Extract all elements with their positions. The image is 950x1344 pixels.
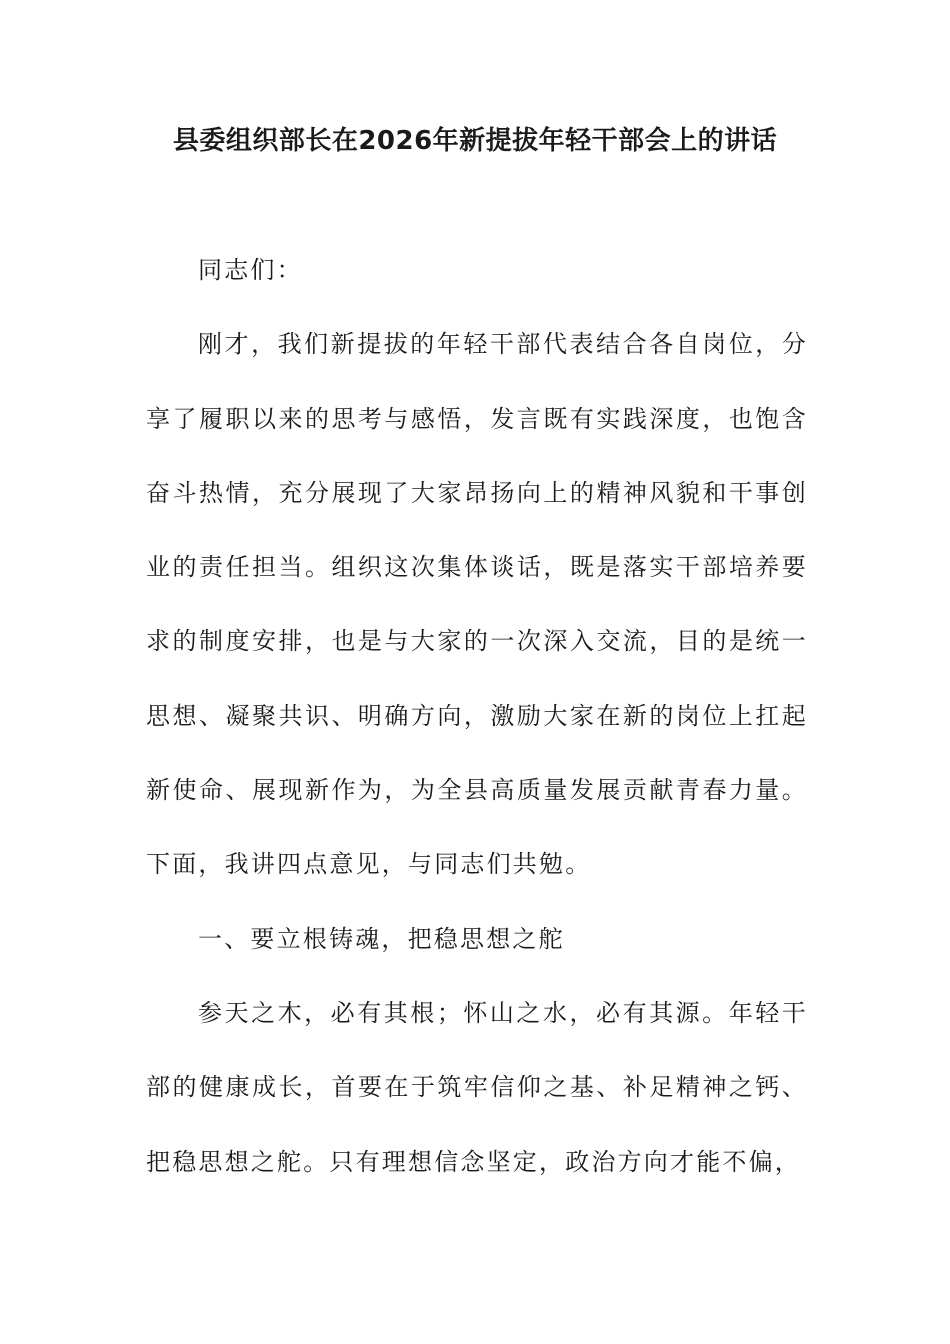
document-body — [146, 233, 808, 1199]
section-paragraph: 参天之木，必有其根；怀山之水，必有其源。年轻干部的健康成长，首要在于筑牢信仰之基、补足精神之钙、把稳思想之舵。只有理想信念坚定，政治方向才能不偏， — [146, 998, 808, 1176]
body-paragraph: 刚才，我们新提拔的年轻干部代表结合各自岗位，分享了履职以来的思考与感悟，发言既有实践深度，也饱含奋斗热情，充分展现了大家昂扬向上的精神风貌和干事创业的责任担当。组织这次集体谈话，既是落实干部培养要求的制度安排，也是与大家的一次深入交流，目的是统一思想、凝聚共识、明确方向，激励大家在新的岗位上扛起新使命、展现新作为，为全县高质量发展贡献青春力量。下面，我讲四点意见，与同志们共勉。 — [146, 330, 808, 879]
section-heading: 一、要立根铸魂，把稳思想之舵 — [198, 924, 565, 953]
document-title: 县委组织部长在2026年新提拔年轻干部会上的讲话 — [172, 126, 778, 156]
salutation: 同志们： — [198, 256, 303, 284]
